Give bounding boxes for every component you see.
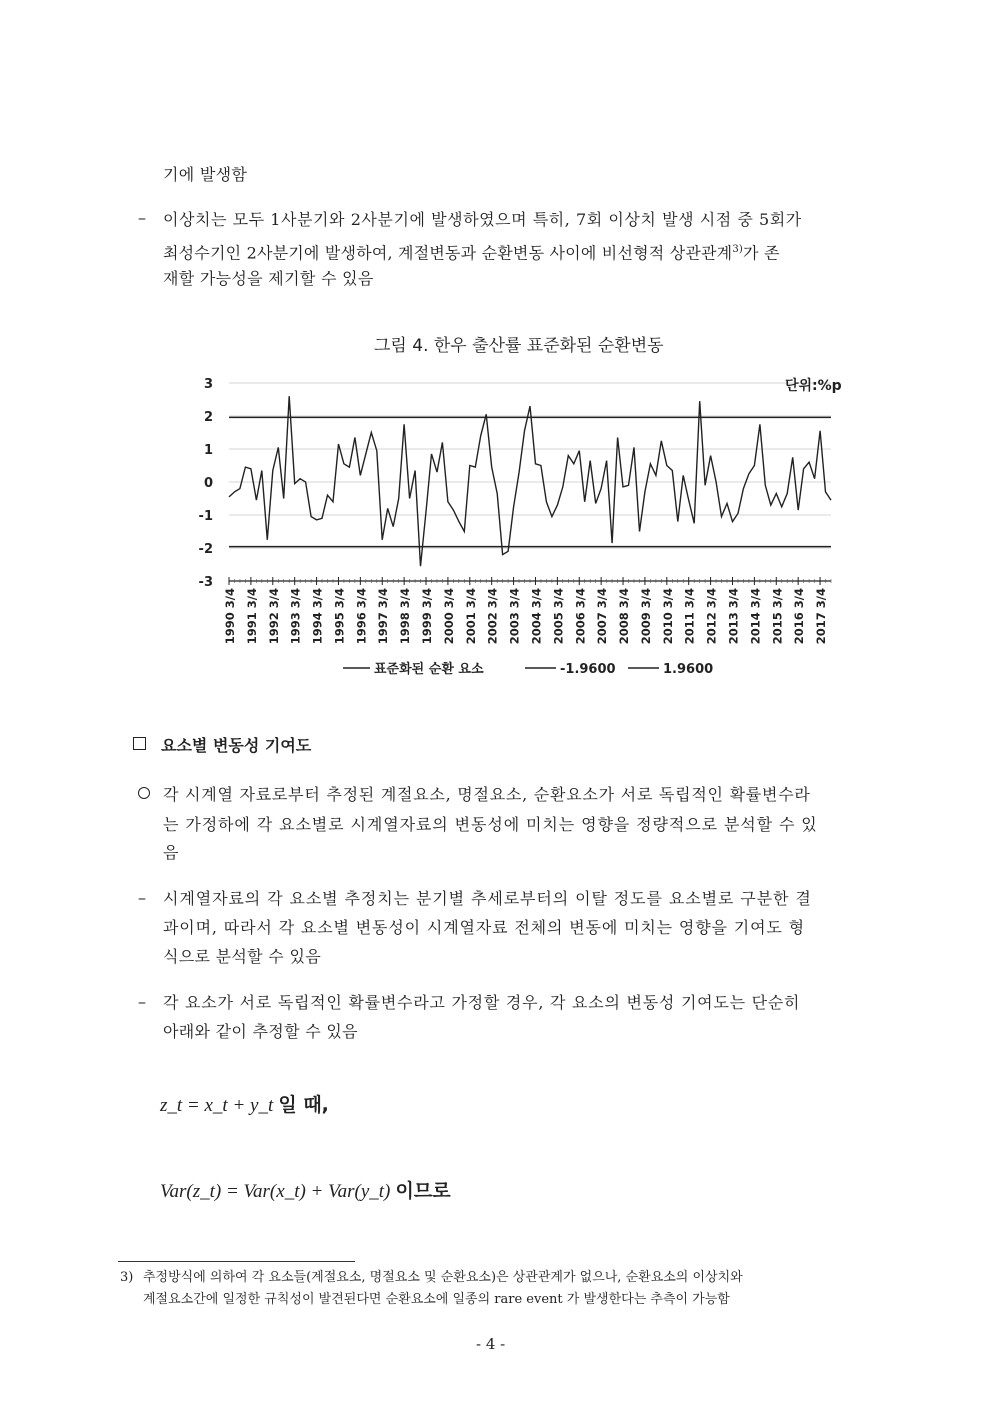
legend-label: 1.9600 xyxy=(663,662,714,677)
cycle-chart xyxy=(195,368,845,688)
x-tick-label: 2010 3/4 xyxy=(660,588,675,645)
dash1-line3: 재할 가능성을 제기할 수 있음 xyxy=(163,269,374,288)
x-tick-label: 2005 3/4 xyxy=(551,588,566,645)
equation-1 xyxy=(160,1090,329,1117)
equation-1-formula: z_t = x_t + y_t xyxy=(160,1095,274,1116)
x-tick-label: 1990 3/4 xyxy=(223,588,237,645)
chart-unit-label: 단위:%p xyxy=(785,378,842,394)
dash1-line2 xyxy=(163,235,780,267)
x-tick-label: 2017 3/4 xyxy=(814,588,829,645)
x-tick-label: 2003 3/4 xyxy=(507,588,522,645)
dash3-line2: 아래와 같이 추정할 수 있음 xyxy=(163,1022,358,1041)
page-number: - 4 - xyxy=(476,1335,506,1353)
equation-1-word: 일 때, xyxy=(278,1094,329,1116)
x-tick-label: 2001 3/4 xyxy=(463,588,478,645)
bullet1-line2: 는 가정하에 각 요소별로 시계열자료의 변동성에 미치는 영향을 정량적으로 분석할 수 있 xyxy=(163,815,818,834)
x-tick-label: 2014 3/4 xyxy=(748,588,763,645)
footnote-line2: 계절요소간에 일정한 규칙성이 발견된다면 순환요소에 일종의 rare event 가 발생한다는 추측이 가능함 xyxy=(143,1292,730,1307)
y-tick-label: 2 xyxy=(203,410,213,425)
dash2-line3: 식으로 분석할 수 있음 xyxy=(163,947,321,966)
figure-title: 그림 4. 한우 출산률 표준화된 순환변동 xyxy=(374,336,664,356)
x-tick-label: 2016 3/4 xyxy=(792,588,807,645)
x-tick-label: 1994 3/4 xyxy=(310,588,325,645)
legend-label: -1.9600 xyxy=(560,662,616,677)
square-bullet-icon xyxy=(133,737,146,750)
x-tick-label: 1991 3/4 xyxy=(244,588,259,645)
x-tick-label: 1999 3/4 xyxy=(420,588,435,645)
x-tick-label: 2009 3/4 xyxy=(638,588,653,645)
section-heading: 요소별 변동성 기여도 xyxy=(161,736,312,755)
footnote-rule xyxy=(118,1261,355,1262)
x-tick-label: 1995 3/4 xyxy=(332,588,347,645)
equation-2-formula: Var(z_t) = Var(x_t) + Var(y_t) xyxy=(160,1181,391,1202)
dash3-line1: 각 요소가 서로 독립적인 확률변수라고 가정할 경우, 각 요소의 변동성 기여도는 단순히 xyxy=(163,993,801,1012)
y-tick-label: -3 xyxy=(198,575,213,590)
x-tick-label: 2008 3/4 xyxy=(617,588,632,645)
footnote-ref[interactable]: 3) xyxy=(732,244,743,255)
equation-2-word: 이므로 xyxy=(395,1180,451,1202)
dash2-line2: 과이며, 따라서 각 요소별 변동성이 시계열자료 전체의 변동에 미치는 영향을 기여도 형 xyxy=(163,918,805,937)
x-tick-label: 2013 3/4 xyxy=(726,588,741,645)
chart-x-axis xyxy=(229,577,831,585)
y-tick-label: 3 xyxy=(203,377,213,392)
x-tick-label: 1993 3/4 xyxy=(288,588,303,645)
continued-line: 기에 발생함 xyxy=(163,165,248,184)
footnote-marker: 3) xyxy=(120,1270,134,1285)
dash-bullet: – xyxy=(138,208,146,227)
equation-2 xyxy=(160,1176,451,1203)
dash-bullet: – xyxy=(138,888,146,907)
bullet1-line3: 음 xyxy=(163,843,179,862)
circle-bullet-icon xyxy=(138,787,150,799)
y-tick-label: 0 xyxy=(203,476,213,491)
chart-y-ticks xyxy=(199,377,213,590)
footnote-line1: 추정방식에 의하여 각 요소들(계절요소, 명절요소 및 순환요소)은 상관관계가 없으나, 순환요소의 이상치와 xyxy=(143,1270,743,1285)
dash1-line2-text: 최성수기인 2사분기에 발생하여, 계절변동과 순환변동 사이에 비선형적 상관관계 xyxy=(163,243,733,263)
y-tick-label: -1 xyxy=(198,509,213,524)
chart-legend xyxy=(343,661,713,677)
dash2-line1: 시계열자료의 각 요소별 추정치는 분기별 추세로부터의 이탈 정도를 요소별로 구분한 결 xyxy=(163,889,812,908)
x-tick-label: 1997 3/4 xyxy=(376,588,391,645)
chart-x-tick-labels xyxy=(223,588,828,644)
x-tick-label: 2000 3/4 xyxy=(441,588,456,645)
y-tick-label: 1 xyxy=(203,443,213,458)
y-tick-label: -2 xyxy=(198,542,213,557)
x-tick-label: 2015 3/4 xyxy=(770,588,785,645)
dash1-line1: 이상치는 모두 1사분기와 2사분기에 발생하였으며 특히, 7회 이상치 발생 시점 중 5회가 xyxy=(163,210,802,229)
series-line-cycle xyxy=(229,396,831,566)
x-tick-label: 2011 3/4 xyxy=(682,588,697,645)
x-tick-label: 2006 3/4 xyxy=(573,588,588,645)
x-tick-label: 1996 3/4 xyxy=(354,588,369,645)
legend-label: 표준화된 순환 요소 xyxy=(374,662,484,677)
x-tick-label: 2002 3/4 xyxy=(485,588,500,645)
x-tick-label: 2012 3/4 xyxy=(704,588,719,645)
dash-bullet: – xyxy=(138,992,146,1011)
dash1-line2-end: 가 존 xyxy=(743,243,780,263)
x-tick-label: 1992 3/4 xyxy=(266,588,281,645)
x-tick-label: 1998 3/4 xyxy=(398,588,413,645)
x-tick-label: 2007 3/4 xyxy=(595,588,610,645)
bullet1-line1: 각 시계열 자료로부터 추정된 계절요소, 명절요소, 순환요소가 서로 독립적인 확률변수라 xyxy=(163,785,811,804)
x-tick-label: 2004 3/4 xyxy=(529,588,544,645)
